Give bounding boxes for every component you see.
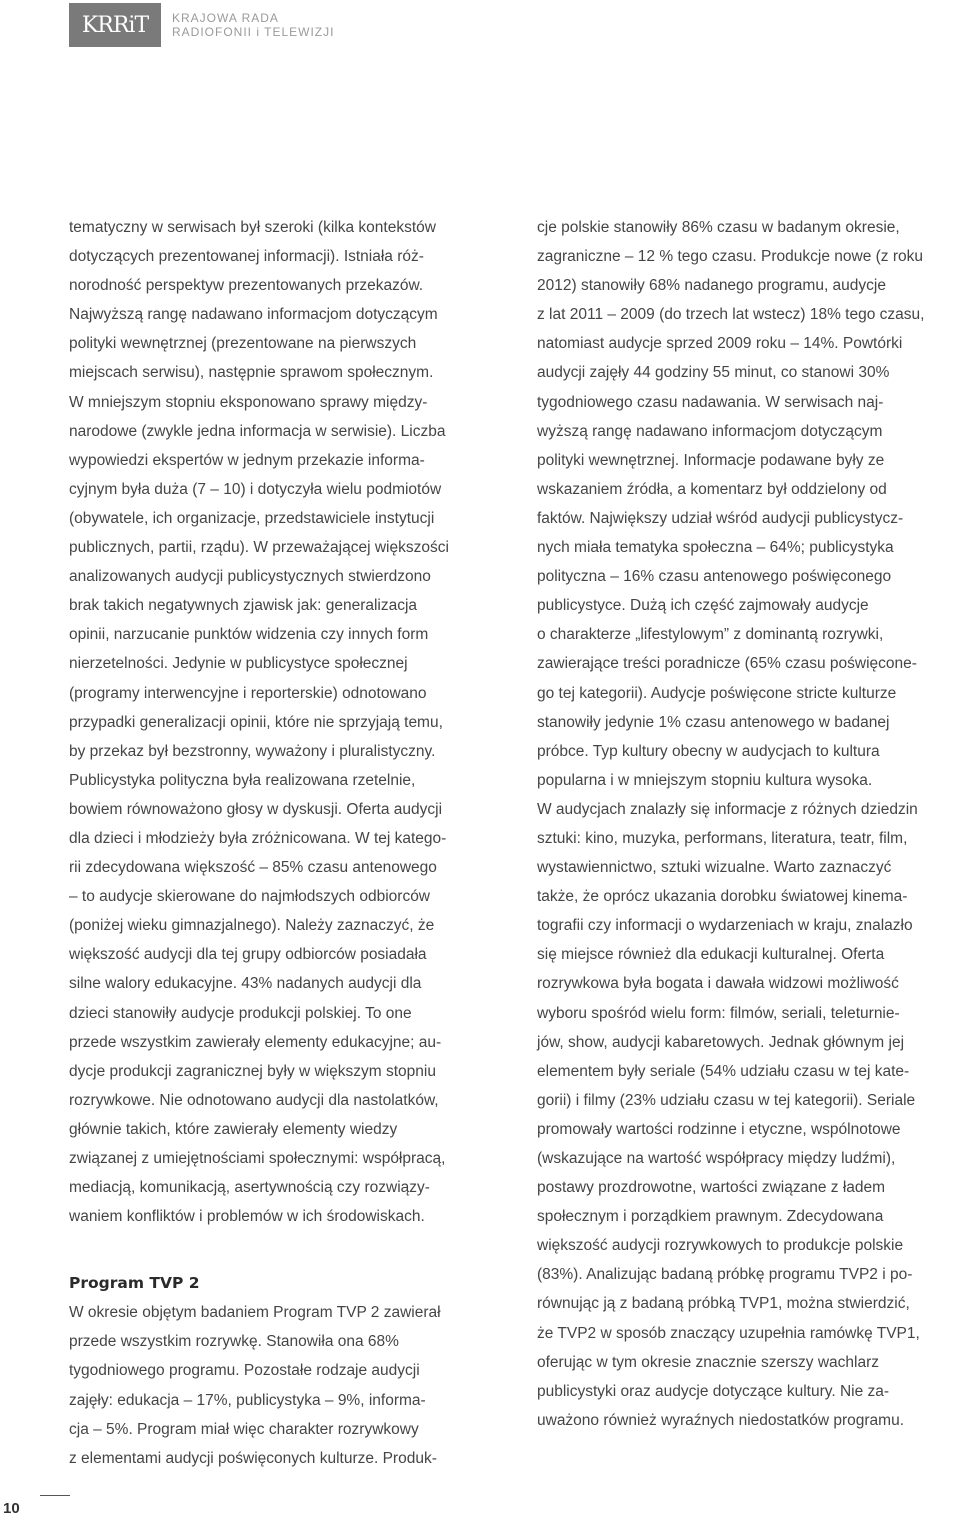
- right-column: [537, 213, 957, 1435]
- organization-name: [172, 11, 334, 39]
- left-paragraph-1: tematyczny w serwisach był szeroki (kilka kontekstów dotyczących prezentowanej informacji). Istniała róż- norodność perspektyw prezentowanych przekazów. Najwyższą rangę nadawano informacjom dotyczącym polityki wewnętrznej (prezentowane na pierwszych miejscach serwisu), następnie sprawom społecznym. W mniejszym stopniu eksponowano sprawy między- narodowe (zwykle jedna informacja w serwisie). Liczba wypowiedzi ekspertów w jednym przekazie informa- cyjnym była duża (7 – 10) i dotyczyła wielu podmiotów (obywatele, ich organizacje, przedstawiciele instytucji publicznych, partii, rządu). W przeważającej większości analizowanych audycji publicystycznych stwierdzono brak takich negatywnych zjawisk jak: generalizacja opinii, narzucanie punktów widzenia czy innych form nierzetelności. Jedynie w publicystyce społecznej (programy interwencyjne i reporterskie) odnotowano przypadki generalizacji opinii, które nie sprzyjają temu, by przekaz był bezstronny, wyważony i pluralistyczny. Publicystyka polityczna była realizowana rzetelnie, bowiem równoważono głosy w dyskusji. Oferta audycji dla dzieci i młodzieży była zróżnicowana. W tej katego- rii zdecydowana większość – 85% czasu antenowego – to audycje skierowane do najmłodszych odbiorców (poniżej wieku gimnazjalnego). Należy zaznaczyć, że większość audycji dla tej grupy odbiorców posiadała silne walory edukacyjne. 43% nadanych audycji dla dzieci stanowiły audycje produkcji polskiej. To one przede wszystkim zawierały elementy edukacyjne; au- dycje produkcji zagranicznej były w większym stopniu rozrywkowe. Nie odnotowano audycji dla nastolatków, głównie takich, które zawierały elementy wiedzy związanej z umiejętnościami społecznymi: współpracą, mediacją, komunikacją, asertywnością czy rozwiązy- waniem konfliktów i problemów w ich środowiskach.: [69, 219, 449, 1226]
- header: [69, 3, 334, 47]
- krrit-logo: [69, 3, 161, 47]
- org-name-line-2: RADIOFONII i TELEWIZJI: [172, 25, 335, 39]
- right-paragraph-1: cje polskie stanowiły 86% czasu w badanym okresie, zagraniczne – 12 % tego czasu. Produkcje nowe (z roku 2012) stanowiły 68% nadanego programu, audycje z lat 2011 – 2009 (do trzech lat wstecz) 18% tego czasu, natomiast audycje sprzed 2009 roku – 14%. Powtórki audycji zajęły 44 godziny 55 minut, co stanowi 30% tygodniowego czasu nadawania. W serwisach naj- wyższą rangę nadawano informacjom dotyczącym polityki wewnętrznej. Informacje podawane były ze wskazaniem źródła, a komentarz był oddzielony od faktów. Największy udział wśród audycji publicystycz- nych miała tematyka społeczna – 64%; publicystyka polityczna – 16% czasu antenowego poświęconego publicystyce. Dużą ich część zajmowały audycje o charakterze „lifestylowym” z dominantą rozrywki, zawierające treści poradnicze (65% czasu poświęcone- go tej kategorii). Audycje poświęcone stricte kulturze stanowiły jedynie 1% czasu antenowego w badanej próbce. Typ kultury obecny w audycjach to kultura popularna i w mniejszym stopniu kultura wysoka. W audycjach znalazły się informacje z różnych dziedzin sztuki: kino, muzyka, performans, literatura, teatr, film, wystawiennictwo, sztuki wizualne. Warto zaznaczyć także, że oprócz ukazania dorobku światowej kinema- tografii czy informacji o wydarzeniach w kraju, znalazło się miejsce również dla edukacji kulturalnej. Oferta rozrywkowa była bogata i dawała widzowi możliwość wyboru spośród wielu form: filmów, seriali, teleturnie- jów, show, audycji kabaretowych. Jednak głównym jej elementem były seriale (54% udziału czasu w tej kate- gorii) i filmy (23% udziału czasu w tej kategorii). Seriale promowały wartości rodzinne i etyczne, wspólnotowe (wskazujące na wartość współpracy między ludźmi), postawy prozdrowotne, wartości związane z ładem społecznym i porządkiem prawnym. Zdecydowana większość audycji rozrywkowych to produkcje polskie (83%). Analizując badaną próbkę programu TVP2 i po- równując ją z badaną próbką TVP1, można stwierdzić, że TVP2 w sposób znaczący uzupełnia ramówkę TVP1, oferując w tym okresie znacznie szerszy wachlarz publicystyki oraz audycje dotyczące kultury. Nie za- uważono również wyraźnych niedostatków programu.: [537, 219, 925, 1429]
- left-paragraph-2: W okresie objętym badaniem Program TVP 2 zawierał przede wszystkim rozrywkę. Stanowiła ona 68% tygodniowego programu. Pozostałe rodzaje audycji zajęły: edukacja – 17%, publicystyka – 9%, informa- cja – 5%. Program miał więc charakter rozrywkowy z elementami audycji poświęconych kulturze. Produk-: [69, 1304, 441, 1467]
- footer-rule: [40, 1495, 70, 1496]
- left-column: [69, 213, 489, 1473]
- logo-text: KRRiT: [81, 12, 149, 38]
- page-number: 10: [3, 1500, 20, 1517]
- section-heading-tvp2: Program TVP 2: [69, 1274, 200, 1293]
- org-name-line-1: KRAJOWA RADA: [172, 11, 279, 25]
